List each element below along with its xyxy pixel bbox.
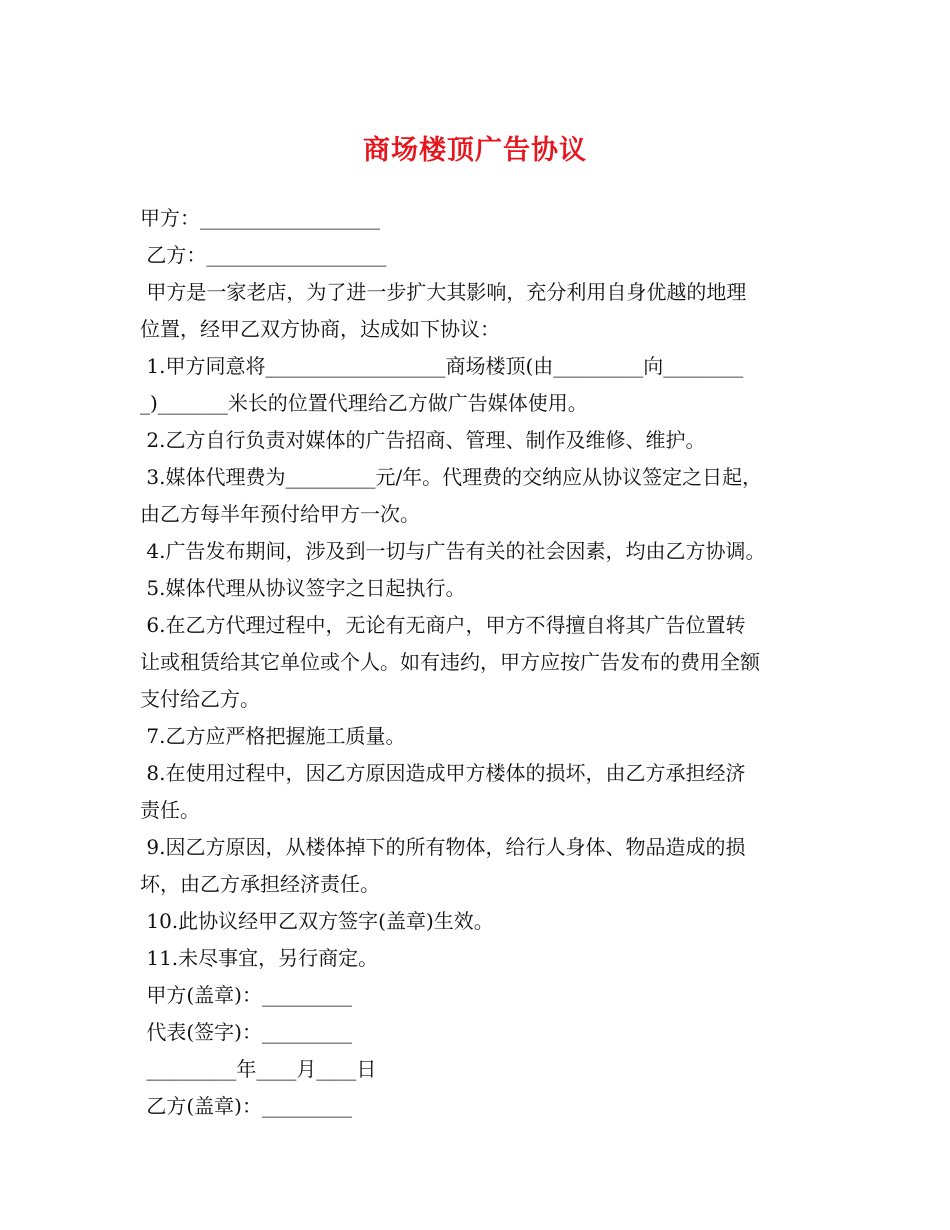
clause-5-line: 5.媒体代理从协议签字之日起执行。 [140,576,466,600]
preamble-line-1: 甲方是一家老店，为了进一步扩大其影响，充分利用自身优越的地理 [140,280,747,304]
document-body [140,200,830,1125]
clause-3-line-2: 由乙方每半年预付给甲方一次。 [140,502,420,526]
clause-1-line-2: _)_______米长的位置代理给乙方做广告媒体使用。 [140,391,588,415]
party-b-line: 乙方：__________________ [140,243,387,267]
clause-10-line: 10.此协议经甲乙双方签字(盖章)生效。 [140,909,494,933]
clause-6-line-1: 6.在乙方代理过程中，无论有无商户，甲方不得擅自将其广告位置转 [140,613,746,637]
preamble-line-2: 位置，经甲乙双方协商，达成如下协议： [140,317,500,341]
clause-2-line: 2.乙方自行负责对媒体的广告招商、管理、制作及维修、维护。 [140,428,706,452]
clause-6-line-3: 支付给乙方。 [140,687,260,711]
party-a-seal-line: 甲方(盖章)：_________ [140,983,352,1007]
clause-7-line: 7.乙方应严格把握施工质量。 [140,724,406,748]
party-a-line: 甲方：__________________ [140,206,380,230]
date-line: _________年____月____日 [140,1057,377,1081]
clause-9-line-1: 9.因乙方原因，从楼体掉下的所有物体，给行人身体、物品造成的损 [140,835,746,859]
clause-6-line-2: 让或租赁给其它单位或个人。如有违约，甲方应按广告发布的费用全额 [140,650,760,674]
clause-8-line-1: 8.在使用过程中，因乙方原因造成甲方楼体的损坏，由乙方承担经济 [140,761,746,785]
clause-4-line: 4.广告发布期间，涉及到一切与广告有关的社会因素，均由乙方协调。 [140,539,766,563]
representative-signature-line: 代表(签字)：_________ [140,1020,352,1044]
clause-8-line-2: 责任。 [140,798,200,822]
clause-3-line-1: 3.媒体代理费为_________元/年。代理费的交纳应从协议签定之日起， [140,465,763,489]
party-b-seal-line: 乙方(盖章)：_________ [140,1094,352,1118]
clause-9-line-2: 坏，由乙方承担经济责任。 [140,872,380,896]
clause-11-line: 11.未尽事宜，另行商定。 [140,946,379,970]
document-title: 商场楼顶广告协议 [363,135,587,166]
clause-1-line-1: 1.甲方同意将__________________商场楼顶(由_________向________ [140,354,744,378]
